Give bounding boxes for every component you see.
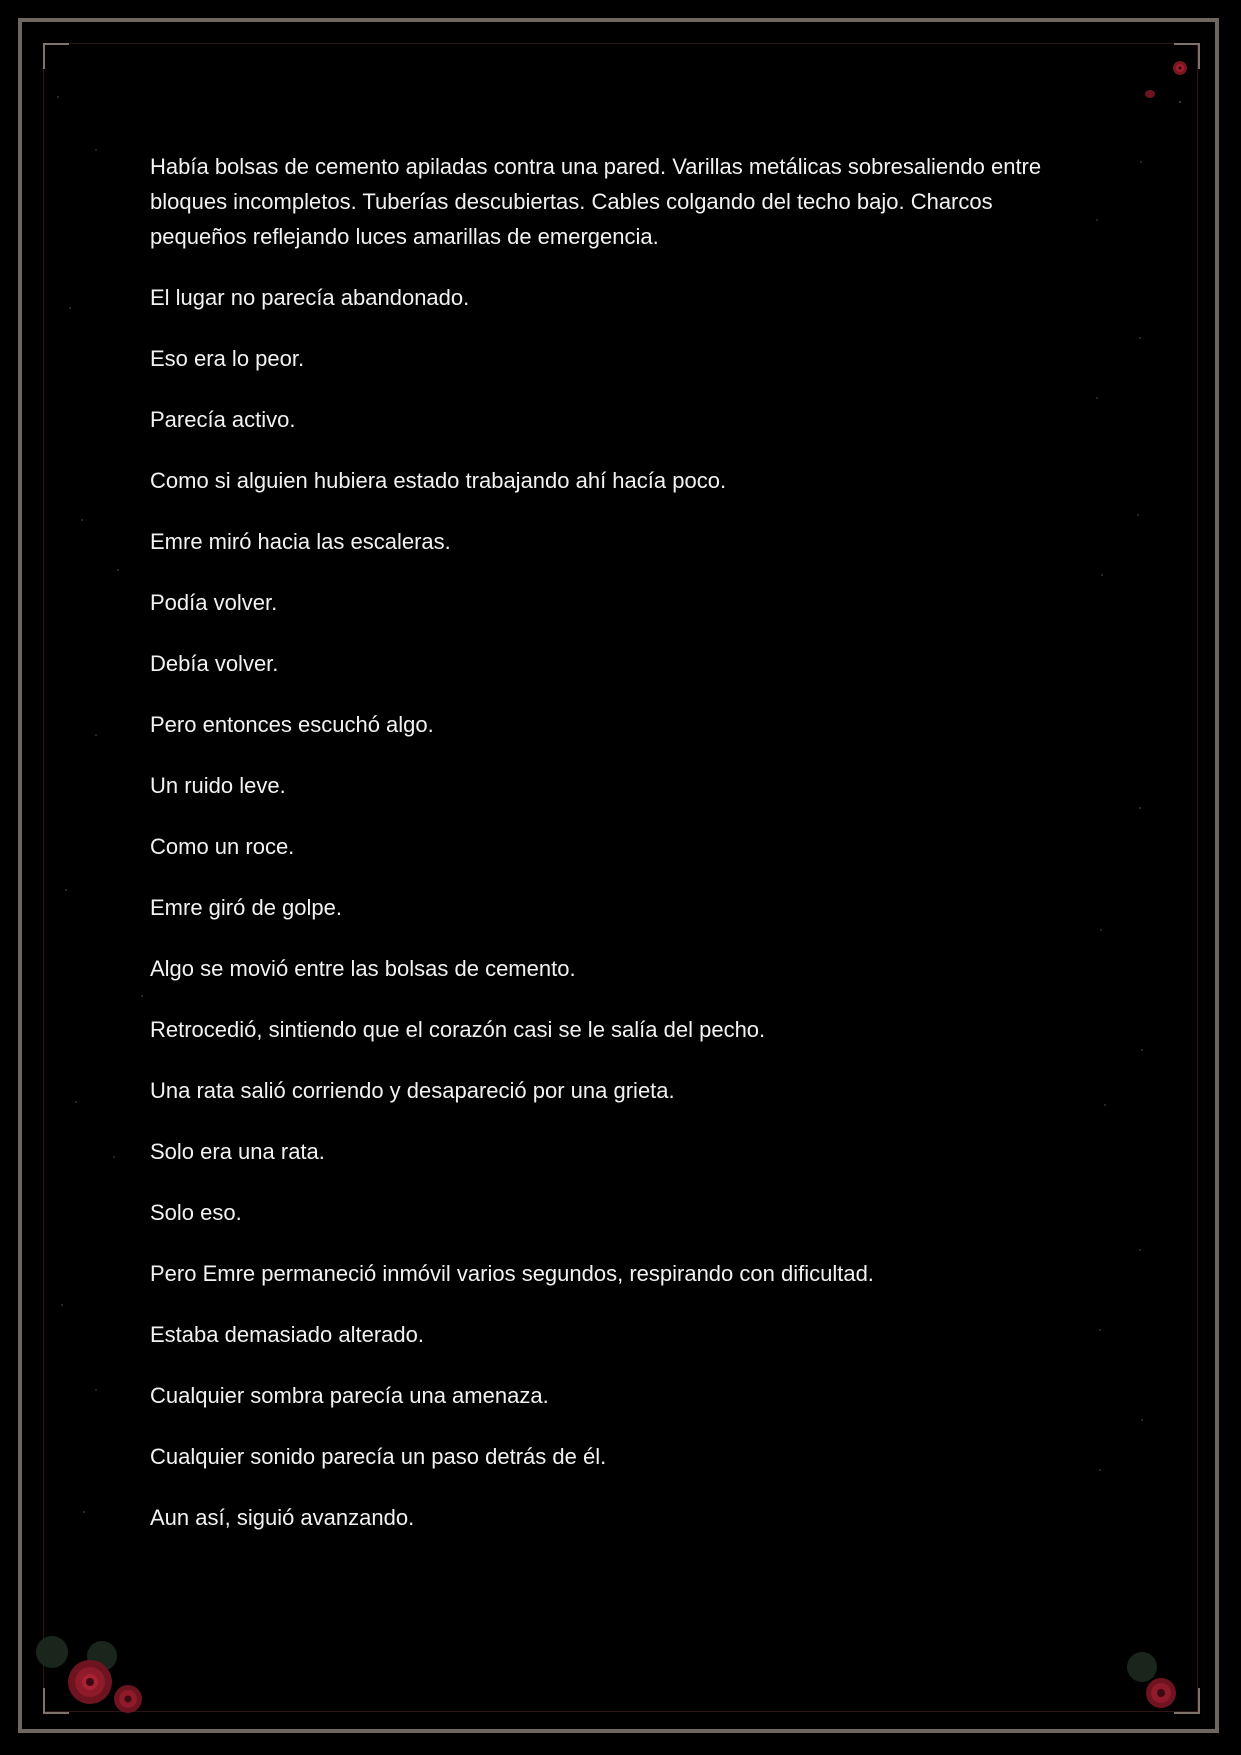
paragraph: Cualquier sombra parecía una amenaza.	[150, 1383, 549, 1408]
paragraph: Parecía activo.	[150, 407, 296, 432]
paragraph: Había bolsas de cemento apiladas contra una pared. Varillas metálicas sobresaliendo entre bloques incompletos. Tuberías descubiertas. Cables colgando del techo bajo. Charcos pequeños reflejando luces amarillas de emergencia.	[150, 154, 1042, 249]
paragraph: Debía volver.	[150, 651, 279, 676]
story-text	[150, 149, 1090, 1561]
paragraph: Cualquier sonido parecía un paso detrás de él.	[150, 1444, 607, 1469]
paragraph: Solo era una rata.	[150, 1139, 325, 1164]
paragraph: Como un roce.	[150, 834, 295, 859]
paragraph: Podía volver.	[150, 590, 278, 615]
paragraph: Solo eso.	[150, 1200, 242, 1225]
paragraph: Emre miró hacia las escaleras.	[150, 529, 451, 554]
frame-corner-icon	[1174, 1688, 1200, 1714]
paragraph: Un ruido leve.	[150, 773, 286, 798]
frame-corner-icon	[1174, 43, 1200, 69]
paragraph: Emre giró de golpe.	[150, 895, 342, 920]
paragraph: Algo se movió entre las bolsas de cemento.	[150, 956, 576, 981]
paragraph: Pero Emre permaneció inmóvil varios segundos, respirando con dificultad.	[150, 1261, 874, 1286]
frame-corner-icon	[43, 43, 69, 69]
frame-corner-icon	[43, 1688, 69, 1714]
paragraph: Estaba demasiado alterado.	[150, 1322, 424, 1347]
paragraph: Aun así, siguió avanzando.	[150, 1505, 415, 1530]
paragraph: Eso era lo peor.	[150, 346, 305, 371]
paragraph: Pero entonces escuchó algo.	[150, 712, 434, 737]
paragraph: Una rata salió corriendo y desapareció por una grieta.	[150, 1078, 675, 1103]
paragraph: Retrocedió, sintiendo que el corazón casi se le salía del pecho.	[150, 1017, 766, 1042]
paragraph: El lugar no parecía abandonado.	[150, 285, 470, 310]
paragraph: Como si alguien hubiera estado trabajando ahí hacía poco.	[150, 468, 727, 493]
